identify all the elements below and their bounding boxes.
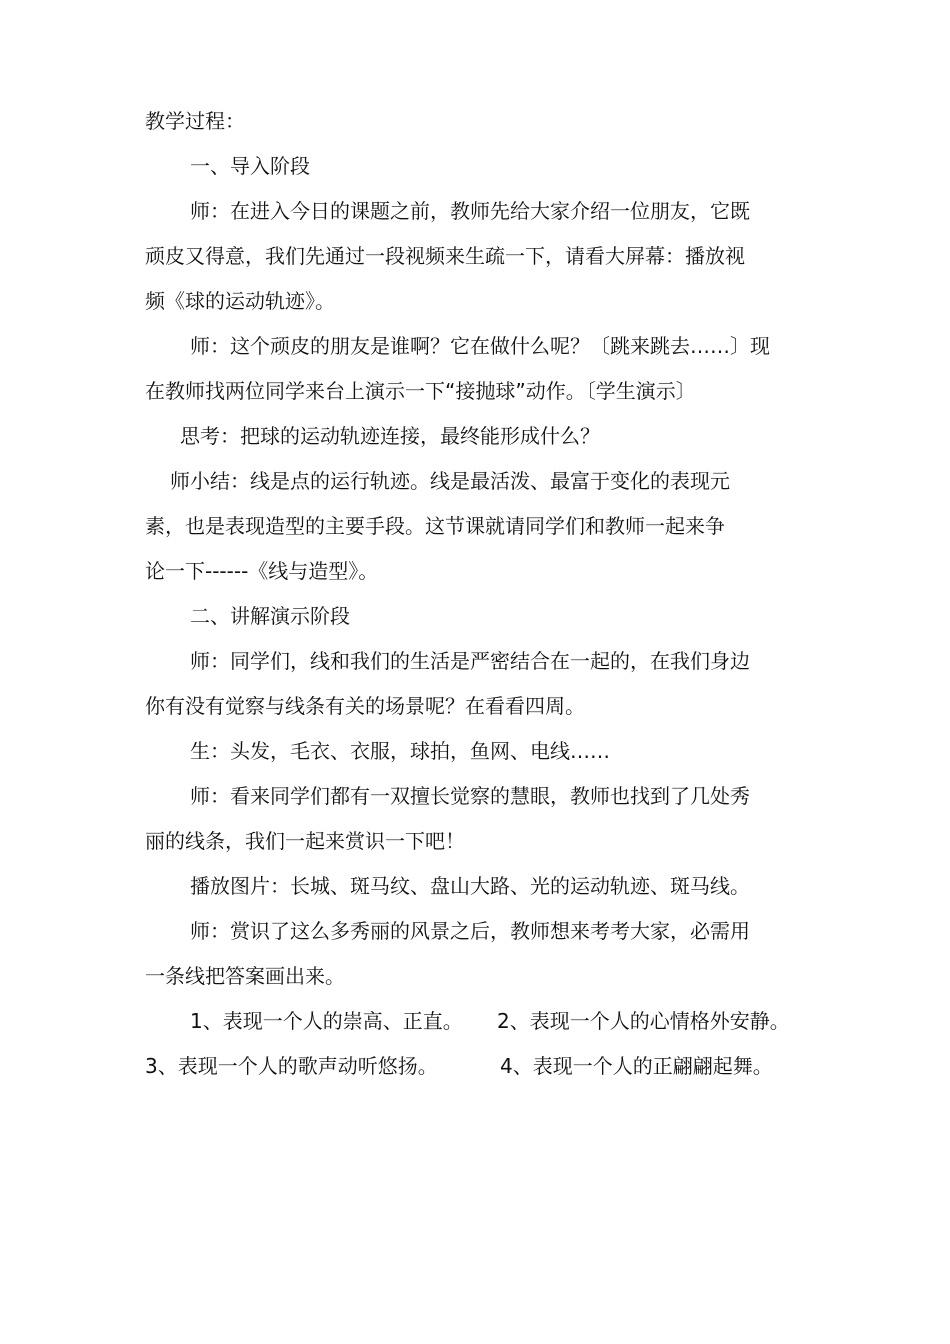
paragraph-line: 你有没有觉察与线条有关的场景呢？在看看四周。 — [145, 694, 585, 718]
paragraph-line: 素，也是表现造型的主要手段。这节课就请同学们和教师一起来争 — [145, 514, 725, 538]
list-item: 4、表现一个人的正翩翩起舞。 — [500, 1054, 773, 1078]
heading: 教学过程： — [145, 109, 245, 133]
section2-title: 二、讲解演示阶段 — [190, 604, 350, 628]
paragraph-line: 师：同学们，线和我们的生活是严密结合在一起的，在我们身边 — [190, 649, 750, 673]
paragraph-line: 师：赏识了这么多秀丽的风景之后，教师想来考考大家，必需用 — [190, 919, 750, 943]
list-item: 1、表现一个人的崇高、正直。 — [190, 1009, 463, 1033]
list-item: 2、表现一个人的心情格外安静。 — [497, 1009, 790, 1033]
paragraph-line: 顽皮又得意，我们先通过一段视频来生疏一下，请看大屏幕：播放视 — [145, 244, 745, 268]
think-question: 思考：把球的运动轨迹连接，最终能形成什么？ — [180, 424, 600, 448]
paragraph-line: 丽的线条，我们一起来赏识一下吧！ — [145, 829, 465, 853]
paragraph-line: 一条线把答案画出来。 — [145, 964, 345, 988]
paragraph-line: 论一下------《线与造型》。 — [145, 559, 379, 583]
paragraph-line: 师：在进入今日的课题之前，教师先给大家介绍一位朋友，它既 — [190, 199, 750, 223]
section1-title: 一、导入阶段 — [190, 154, 310, 178]
list-item: 3、表现一个人的歌声动听悠扬。 — [145, 1054, 438, 1078]
student-answer: 生：头发，毛衣、衣服，球拍，鱼网、电线…… — [190, 739, 610, 763]
paragraph-line: 频《球的运动轨迹》。 — [145, 289, 335, 313]
paragraph-line: 师：这个顽皮的朋友是谁啊？它在做什么呢？〔跳来跳去……〕现 — [190, 334, 770, 358]
paragraph-line: 师小结：线是点的运行轨迹。线是最活泼、最富于变化的表现元 — [170, 469, 730, 493]
picture-list: 播放图片：长城、斑马纹、盘山大路、光的运动轨迹、斑马线。 — [190, 874, 750, 898]
paragraph-line: 在教师找两位同学来台上演示一下“接抛球”动作。〔学生演示〕 — [145, 379, 696, 403]
paragraph-line: 师：看来同学们都有一双擅长觉察的慧眼，教师也找到了几处秀 — [190, 784, 750, 808]
